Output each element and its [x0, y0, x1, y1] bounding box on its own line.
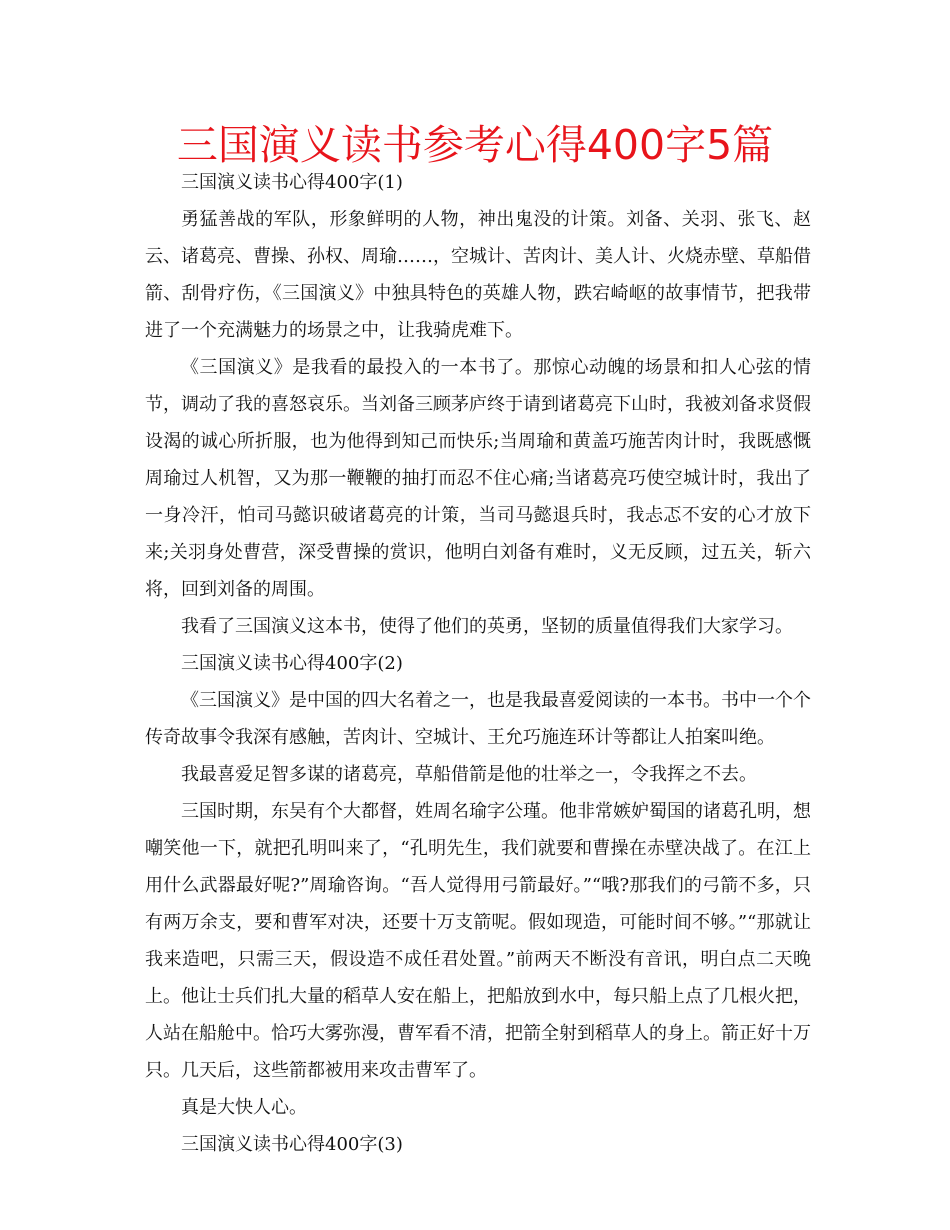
paragraph: 我看了三国演义这本书，使得了他们的英勇，坚韧的质量值得我们大家学习。 [181, 616, 793, 637]
paragraph: 三国时期，东吴有个大都督，姓周名瑜字公瑾。他非常嫉妒蜀国的诸葛孔明，想嘲笑他一下，就把孔明叫来了，“孔明先生，我们就要和曹操在赤壁决战了。在江上用什么武器最好呢?”周瑜咨询。“吾人觉得用弓箭最好。”“哦?那我们的弓箭不多，只有两万余支，要和曹军对决，还要十万支箭呢。假如现造，可能时间不够。”“那就让我来造吧，只需三天，假设造不成任君处置。”前两天不断没有音讯，明白点二天晚上。他让士兵们扎大量的稻草人安在船上，把船放到水中，每只船上点了几根火把，人站在船舱中。恰巧大雾弥漫，曹军看不清，把箭全射到稻草人的身上。箭正好十万只。几天后，这些箭都被用来攻击曹军了。 [145, 801, 811, 1081]
paragraph: 《三国演义》是我看的最投入的一本书了。那惊心动魄的场景和扣人心弦的情节，调动了我的喜怒哀乐。当刘备三顾茅庐终于请到诸葛亮下山时，我被刘备求贤假设渴的诚心所折服，也为他得到知己而快乐;当周瑜和黄盖巧施苦肉计时，我既感慨周瑜过人机智，又为那一鞭鞭的抽打而忍不住心痛;当诸葛亮巧使空城计时，我出了一身冷汗，怕司马懿识破诸葛亮的计策，当司马懿退兵时，我忐忑不安的心才放下来;关羽身处曹营，深受曹操的赏识，他明白刘备有难时，义无反顾，过五关，斩六将，回到刘备的周围。 [145, 357, 811, 600]
paragraph: 真是大快人心。 [181, 1097, 307, 1118]
document-title: 三国演义读书参考心得400字5篇 [176, 121, 774, 169]
document-body [145, 164, 811, 1163]
paragraph: 《三国演义》是中国的四大名着之一，也是我最喜爱阅读的一本书。书中一个个传奇故事令我深有感触，苦肉计、空城计、王允巧施连环计等都让人拍案叫绝。 [145, 690, 811, 748]
section-heading-3: 三国演义读书心得400字(3) [181, 1134, 403, 1155]
section-heading-1: 三国演义读书心得400字(1) [181, 172, 403, 193]
paragraph: 我最喜爱足智多谋的诸葛亮，草船借箭是他的壮举之一，令我挥之不去。 [181, 764, 757, 785]
paragraph: 勇猛善战的军队，形象鲜明的人物，神出鬼没的计策。刘备、关羽、张飞、赵云、诸葛亮、曹操、孙权、周瑜……，空城计、苦肉计、美人计、火烧赤壁、草船借箭、刮骨疗伤，《三国演义》中独具特色的英雄人物，跌宕崎岖的故事情节，把我带进了一个充满魅力的场景之中，让我骑虎难下。 [145, 209, 811, 341]
section-heading-2: 三国演义读书心得400字(2) [181, 653, 403, 674]
